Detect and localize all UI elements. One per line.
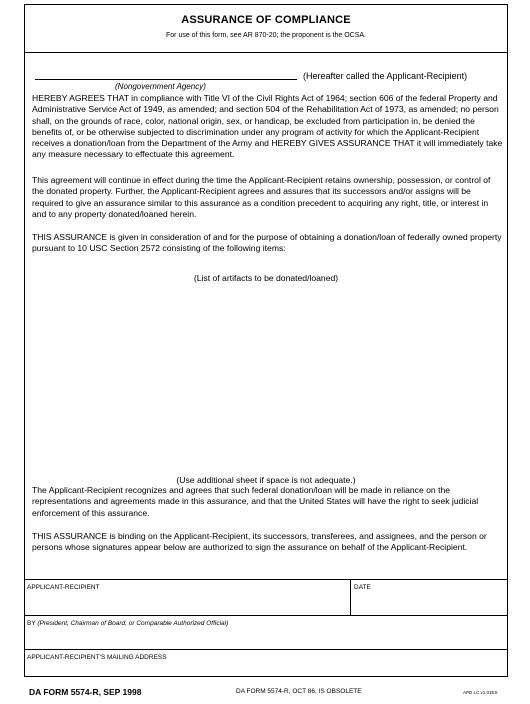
by-note: (President, Chairman of Board, or Comparable Authorized Official) [37,620,229,627]
applicant-signature-row[interactable] [25,579,507,615]
mailing-address-row[interactable] [25,649,507,678]
paragraph-continuation: This agreement will continue in effect during the time the Applicant-Recipient retains ownership, possession, or control of the donated property. Further, the Applicant-Recipient agrees and assures that its successors and/or assigns will be required to give an assurance similar to this assurance as a condition precedent to acquiring any right, title, or interest in and to any property donated/loaned herein. [32,175,491,219]
form-subtitle: For use of this form, see AR 870-20; the proponent is the OCSA. [166,32,366,39]
paragraph-consideration: THIS ASSURANCE is given in consideration of and for the purpose of obtaining a donation/loan of federally owned property pursuant to 10 USC Section 2572 consisting of the following items: [32,232,502,254]
recipient-after-text: (Hereafter called the Applicant-Recipient) [303,71,468,81]
form-frame [24,4,508,677]
form-title: ASSURANCE OF COMPLIANCE [181,14,351,26]
paragraph-reliance: The Applicant-Recipient recognizes and agrees that such federal donation/loan will be made in reliance on the representations and agreements made in this assurance, and that the United States will have the right to seek judicial enforcement of this assurance. [32,485,479,518]
by-label-group [27,620,228,627]
artifact-list-caption: (List of artifacts to be donated/loaned) [193,273,339,283]
form-number: DA FORM 5574-R, SEP 1998 [29,687,142,697]
mailing-address-label: APPLICANT-RECIPIENT'S MAILING ADDRESS [27,654,167,661]
paragraph-agreement: HEREBY AGREES THAT in compliance with Title VI of the Civil Rights Act of 1964; section 606 of the federal Property and Administrative Service Act of 1949, as amended; and section 504 of the Rehabilitation Act of 1973, as amended; no person shall, on the grounds of race, color, national origin, sex, or handicap, be excluded from participation in, be denied the benefits of, or be otherwise subjected to discrimination under any program of activity for which the Applicant-Recipient receives a donation/loan from the Department of the Army and HEREBY GIVES ASSURANCE THAT it will immediately take any measure necessary to effectuate this agreement. [32,93,503,160]
additional-sheet-note: (Use additional sheet if space is not adequate.) [176,475,356,485]
by-label: BY [27,620,36,627]
recipient-name-field[interactable] [35,78,297,80]
paragraph-binding: THIS ASSURANCE is binding on the Applicant-Recipient, its successors, transferees, and assignees, and the person or persons whose signatures appear below are authorized to sign the assurance on behalf of the Applicant-Recipient. [32,531,487,553]
form-header [25,5,507,53]
date-divider [350,580,351,615]
version-tag: APD LC v1.01ES [463,690,498,695]
obsolete-note: DA FORM 5574-R, OCT 86, IS OBSOLETE [236,688,362,695]
applicant-label: APPLICANT-RECIPIENT [27,584,100,591]
authorized-official-row[interactable] [25,615,507,649]
recipient-caption: (Nongovernment Agency) [115,82,206,91]
date-label: DATE [354,584,371,591]
